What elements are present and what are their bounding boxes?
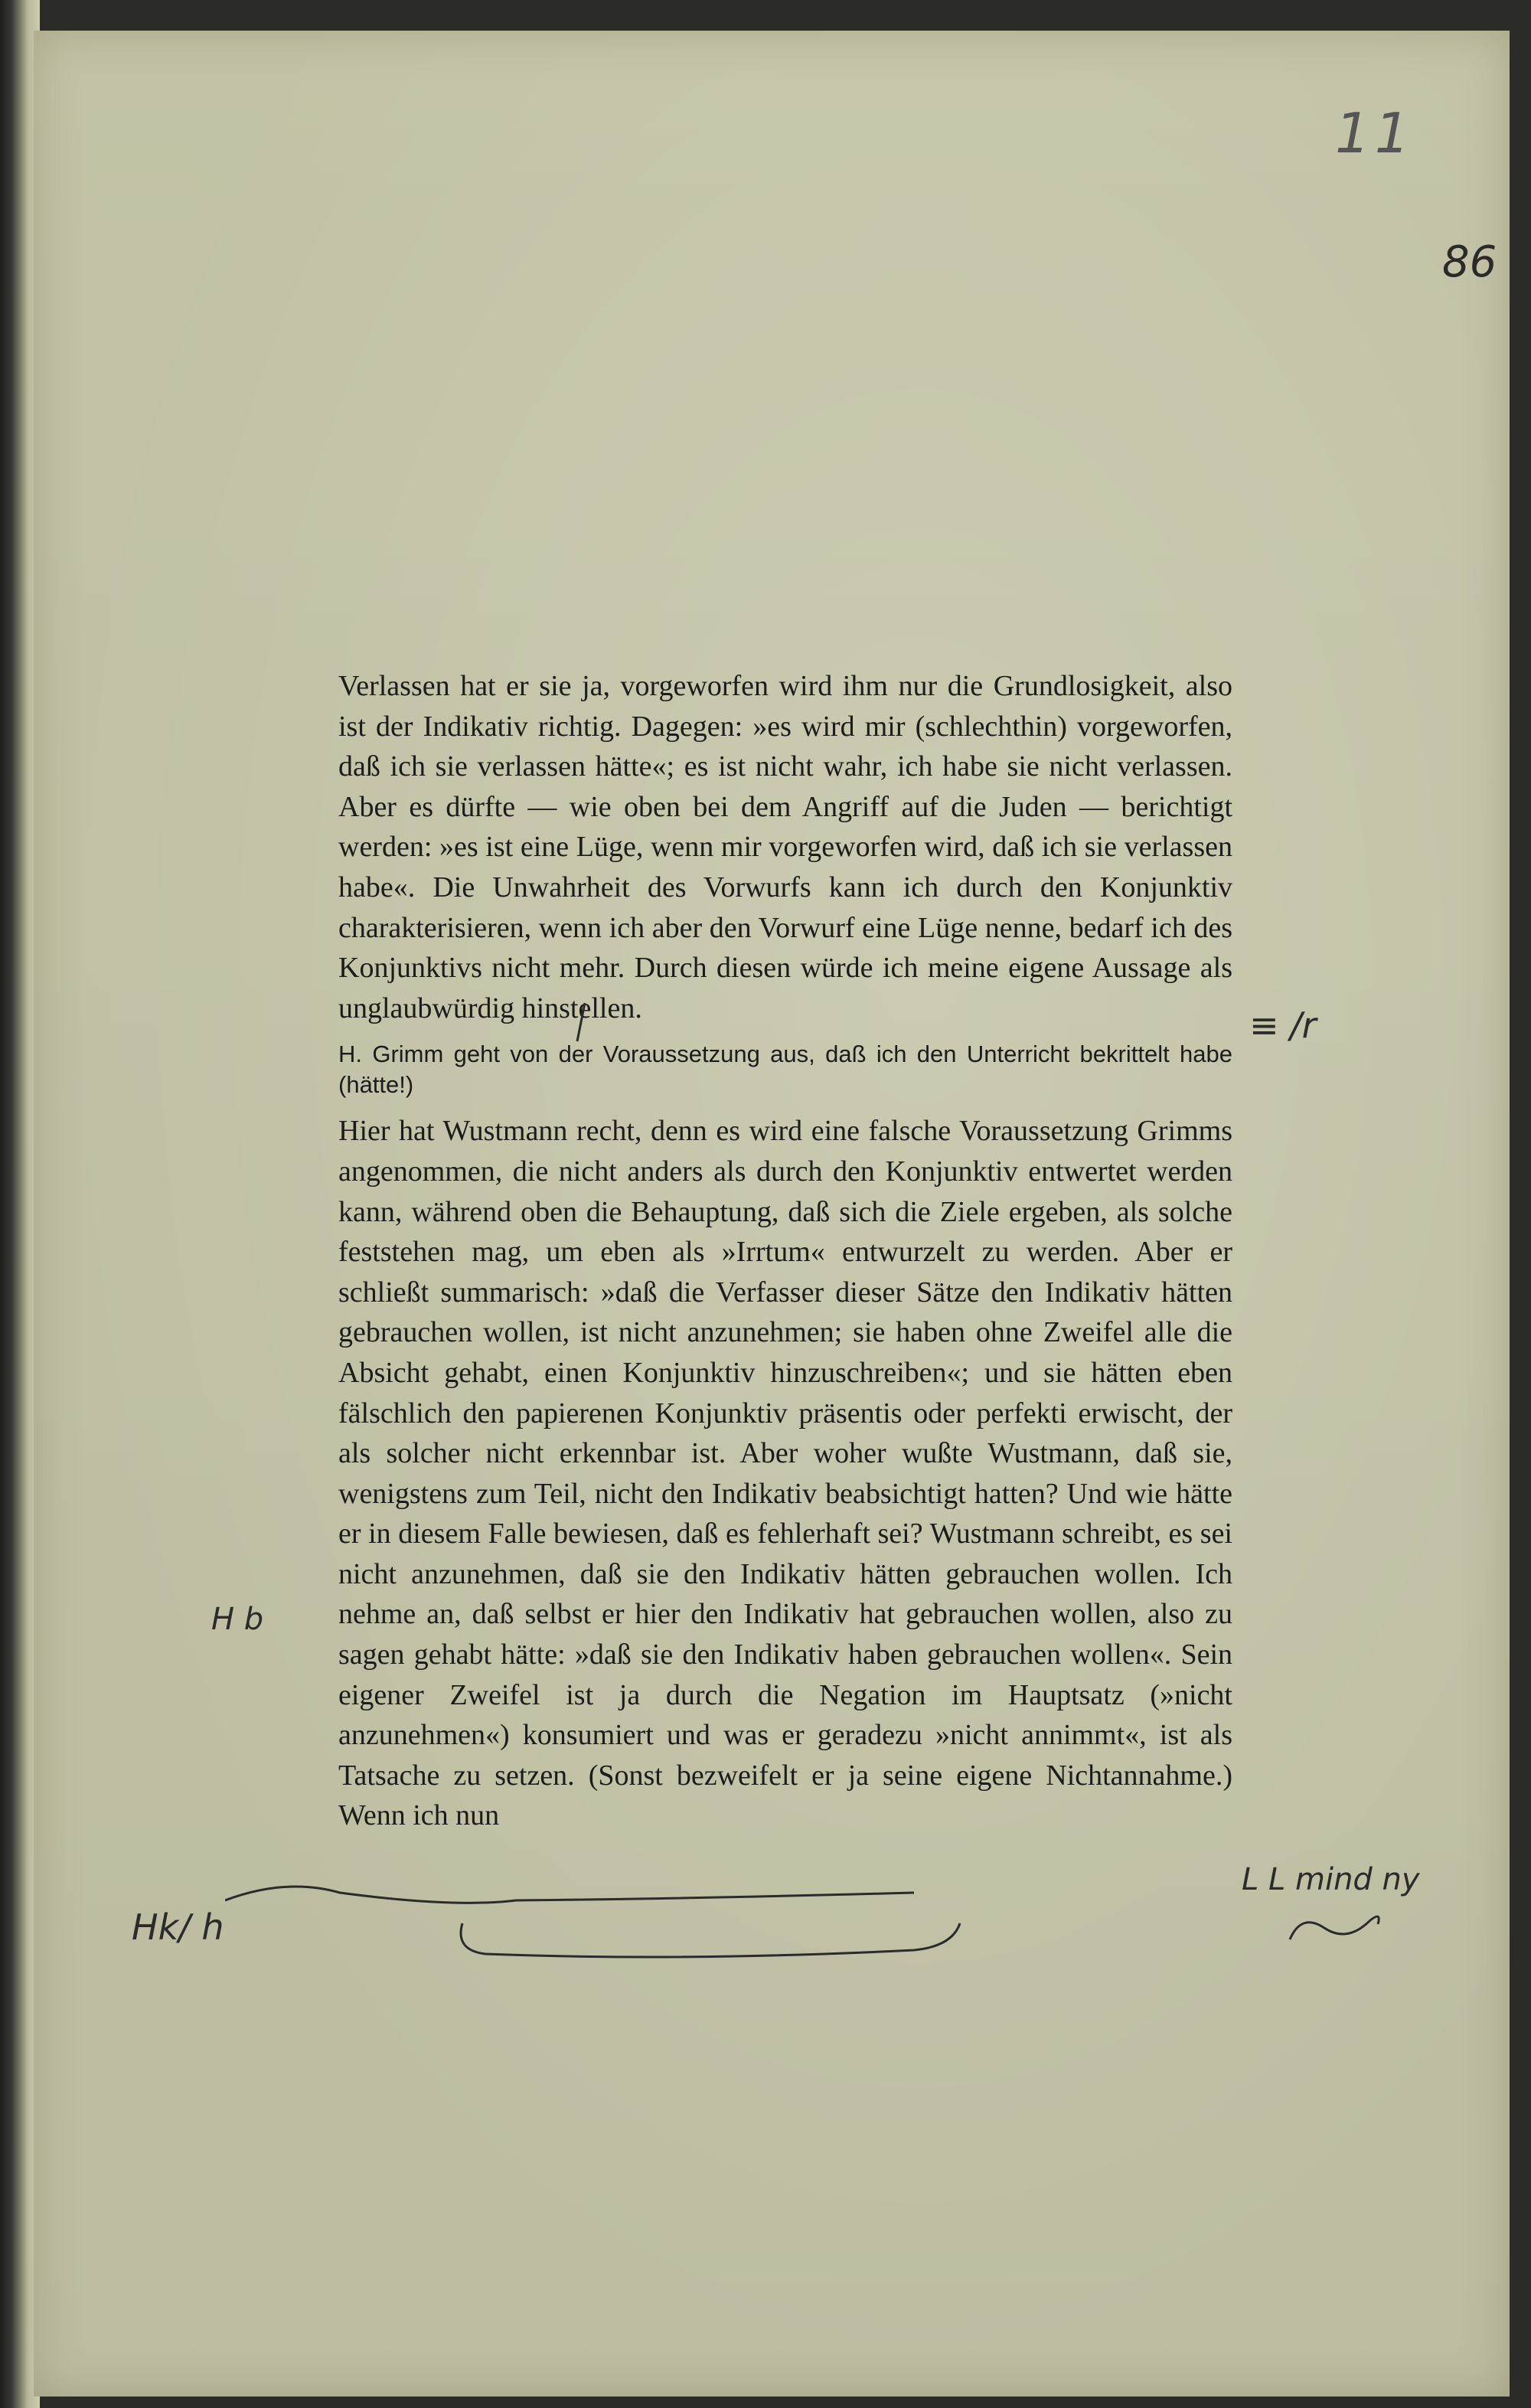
paragraph-2: Hier hat Wustmann recht, denn es wird eine falsche Voraussetzung Grimms angenommen, die nicht anders als durch den Konjunktiv entwertet werden kann, während oben die Behauptung, daß sich die Ziele ergeben, als solche feststehen mag, um eben als »Irrtum« entwurzelt zu werden. Aber er schließt summarisch: »daß die Verfasser dieser Sätze den Indikativ hätten gebrauchen wollen, ist nicht anzunehmen; sie haben ohne Zweifel alle die Absicht gehabt, einen Konjunktiv hinzuschreiben«; und sie hätten eben fälschlich den papierenen Konjunktiv präsentis oder perfekti erwischt, der als solcher nicht erkennbar ist. Aber woher wußte Wustmann, daß sie, wenigstens zum Teil, nicht den Indikativ beabsichtigt hatten? Und wie hätte er in diesem Falle bewiesen, daß es fehlerhaft sei? Wustmann schreibt, es sei nicht anzunehmen, daß sie den Indikativ hätten gebrauchen wollen. Ich nehme an, daß selbst er hier den Indikativ hat gebrauchen wollen, also zu sagen gehabt hätte: »daß sie den Indikativ haben gebrauchen wollen«. Sein eigener Zweifel ist ja durch die Negation im Hauptsatz (»nicht anzunehmen«) konsumiert und was er geradezu »nicht annimmt«, ist als Tatsache zu setzen. (Sonst bezweifelt er ja seine eigene Nichtannahme.) Wenn ich nun: [338, 1115, 1232, 1832]
ink-folio-number: 86: [1442, 237, 1497, 287]
pencil-folio-number: 11: [1335, 101, 1415, 165]
quoted-sentence: H. Grimm geht von der Voraussetzung aus, daß ich den Unterricht bekrittelt habe (hätte!): [338, 1041, 1232, 1099]
margin-note-right-lower: L L mind ny: [1242, 1862, 1420, 1897]
margin-note-left-hb: H b: [211, 1602, 264, 1637]
margin-note-right-upper: ≡ /r: [1249, 1005, 1317, 1046]
paragraph-1: Verlassen hat er sie ja, vorgeworfen wird ihm nur die Grundlosigkeit, also ist der Indikativ richtig. Dagegen: »es wird mir (schlechthin) vorgeworfen, daß ich sie verlassen hätte«; es ist nicht wahr, ich habe sie nicht verlassen. Aber es dürfte — wie oben bei dem Angriff auf die Juden — berichtigt werden: »es ist eine Lüge, wenn mir vorgeworfen wird, daß ich sie verlassen habe«. Die Unwahrheit des Vorwurfs kann ich durch den Konjunktiv charakterisieren, wenn ich aber den Vorwurf eine Lüge nenne, bedarf ich des Konjunktivs nicht mehr. Durch diesen würde ich meine eigene Aussage als unglaubwürdig hinstellen.: [338, 670, 1232, 1024]
main-text-block: [338, 666, 1232, 1836]
document-page: [34, 31, 1510, 2397]
handwritten-bracket-mark: [225, 1877, 991, 1969]
tilde-mark-icon: [1286, 1905, 1386, 1951]
proof-insert-mark-icon: [573, 999, 589, 1045]
margin-note-left-hk: Hk/ h: [132, 1906, 224, 1948]
